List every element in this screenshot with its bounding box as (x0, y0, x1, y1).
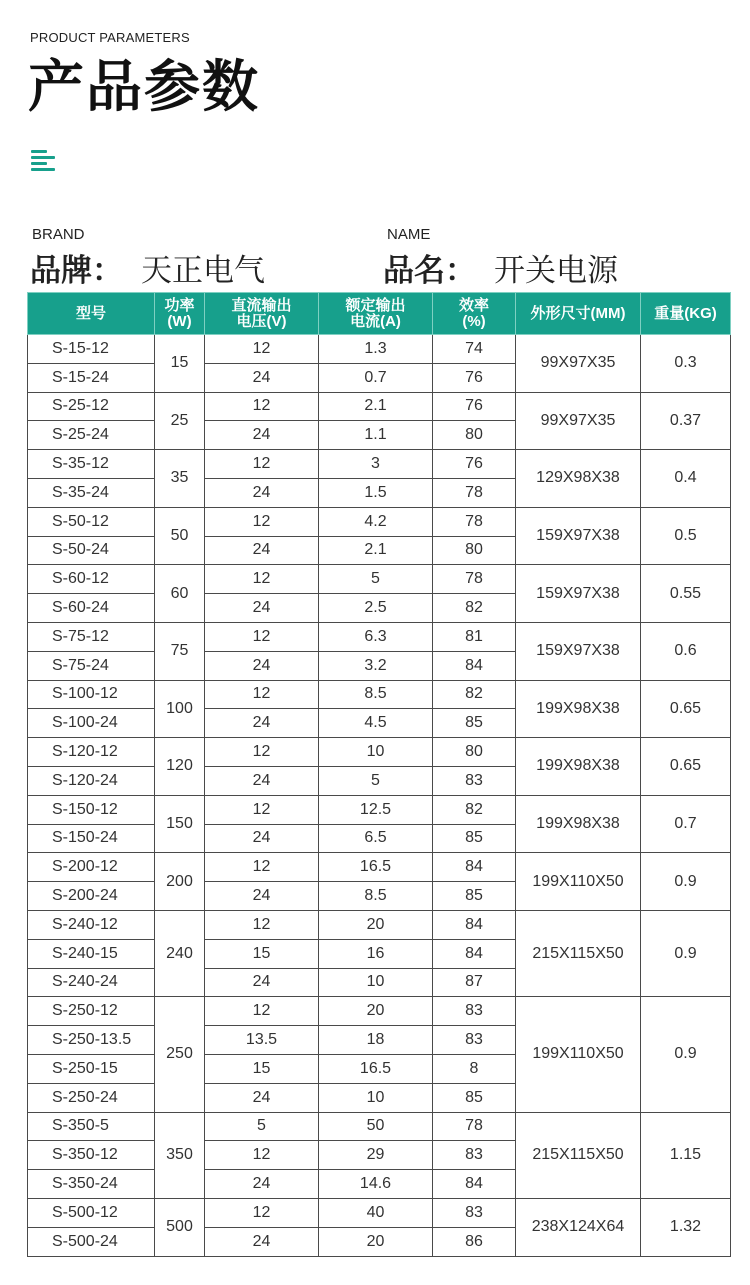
current-cell: 10 (319, 1083, 433, 1112)
header-power: 功率 (W) (155, 293, 205, 335)
voltage-cell: 12 (205, 565, 319, 594)
efficiency-cell: 84 (433, 651, 516, 680)
model-cell: S-350-24 (28, 1170, 155, 1199)
voltage-cell: 12 (205, 622, 319, 651)
power-cell: 350 (155, 1112, 205, 1198)
power-cell: 50 (155, 507, 205, 565)
efficiency-cell: 78 (433, 478, 516, 507)
efficiency-cell: 76 (433, 392, 516, 421)
efficiency-cell: 83 (433, 1026, 516, 1055)
weight-cell: 0.7 (641, 795, 731, 853)
brand-value: 天正电气 (141, 253, 265, 289)
efficiency-cell: 84 (433, 853, 516, 882)
weight-cell: 0.6 (641, 622, 731, 680)
voltage-cell: 15 (205, 939, 319, 968)
weight-cell: 0.4 (641, 450, 731, 508)
name-label: NAME (387, 226, 431, 243)
model-cell: S-25-12 (28, 392, 155, 421)
voltage-cell: 24 (205, 766, 319, 795)
voltage-cell: 12 (205, 335, 319, 364)
name-value-line (383, 245, 618, 290)
efficiency-cell: 84 (433, 1170, 516, 1199)
current-cell: 8.5 (319, 680, 433, 709)
size-cell: 99X97X35 (516, 392, 641, 450)
voltage-cell: 15 (205, 1054, 319, 1083)
voltage-cell: 13.5 (205, 1026, 319, 1055)
table-row (28, 565, 731, 594)
current-cell: 5 (319, 766, 433, 795)
table-row (28, 997, 731, 1026)
power-cell: 60 (155, 565, 205, 623)
table-row (28, 335, 731, 364)
efficiency-cell: 85 (433, 709, 516, 738)
size-cell: 199X110X50 (516, 853, 641, 911)
efficiency-cell: 76 (433, 363, 516, 392)
power-cell: 25 (155, 392, 205, 450)
voltage-cell: 24 (205, 1227, 319, 1256)
current-cell: 20 (319, 997, 433, 1026)
weight-cell: 0.5 (641, 507, 731, 565)
model-cell: S-240-15 (28, 939, 155, 968)
size-cell: 215X115X50 (516, 1112, 641, 1198)
efficiency-cell: 78 (433, 565, 516, 594)
current-cell: 1.1 (319, 421, 433, 450)
power-cell: 100 (155, 680, 205, 738)
current-cell: 8.5 (319, 882, 433, 911)
table-body (28, 335, 731, 1257)
efficiency-cell: 83 (433, 997, 516, 1026)
current-cell: 3 (319, 450, 433, 479)
model-cell: S-150-24 (28, 824, 155, 853)
table-row (28, 450, 731, 479)
section-subtitle: PRODUCT PARAMETERS (30, 30, 190, 45)
current-cell: 4.2 (319, 507, 433, 536)
current-cell: 6.5 (319, 824, 433, 853)
efficiency-cell: 85 (433, 882, 516, 911)
model-cell: S-50-24 (28, 536, 155, 565)
efficiency-cell: 83 (433, 1198, 516, 1227)
model-cell: S-240-24 (28, 968, 155, 997)
weight-cell: 0.55 (641, 565, 731, 623)
weight-cell: 0.37 (641, 392, 731, 450)
model-cell: S-250-24 (28, 1083, 155, 1112)
table-row (28, 853, 731, 882)
current-cell: 20 (319, 1227, 433, 1256)
voltage-cell: 24 (205, 882, 319, 911)
size-cell: 159X97X38 (516, 565, 641, 623)
table-row (28, 680, 731, 709)
size-cell: 99X97X35 (516, 335, 641, 393)
table-header-row (28, 293, 731, 335)
voltage-cell: 12 (205, 680, 319, 709)
power-cell: 250 (155, 997, 205, 1112)
efficiency-cell: 86 (433, 1227, 516, 1256)
voltage-cell: 12 (205, 738, 319, 767)
current-cell: 20 (319, 910, 433, 939)
model-cell: S-75-24 (28, 651, 155, 680)
brand-key: 品牌： (30, 253, 123, 289)
current-cell: 2.1 (319, 392, 433, 421)
table-row (28, 392, 731, 421)
efficiency-cell: 76 (433, 450, 516, 479)
current-cell: 40 (319, 1198, 433, 1227)
model-cell: S-150-12 (28, 795, 155, 824)
voltage-cell: 24 (205, 478, 319, 507)
weight-cell: 0.3 (641, 335, 731, 393)
table-row (28, 1198, 731, 1227)
model-cell: S-350-5 (28, 1112, 155, 1141)
current-cell: 2.5 (319, 594, 433, 623)
efficiency-cell: 82 (433, 680, 516, 709)
current-cell: 29 (319, 1141, 433, 1170)
model-cell: S-60-24 (28, 594, 155, 623)
efficiency-cell: 81 (433, 622, 516, 651)
weight-cell: 0.9 (641, 910, 731, 996)
efficiency-cell: 80 (433, 738, 516, 767)
current-cell: 50 (319, 1112, 433, 1141)
model-cell: S-200-24 (28, 882, 155, 911)
voltage-cell: 24 (205, 1170, 319, 1199)
power-cell: 200 (155, 853, 205, 911)
current-cell: 16.5 (319, 853, 433, 882)
voltage-cell: 12 (205, 1198, 319, 1227)
table-row (28, 795, 731, 824)
current-cell: 0.7 (319, 363, 433, 392)
model-cell: S-35-12 (28, 450, 155, 479)
product-parameters-table (27, 292, 731, 1257)
model-cell: S-120-24 (28, 766, 155, 795)
current-cell: 1.5 (319, 478, 433, 507)
size-cell: 238X124X64 (516, 1198, 641, 1256)
current-cell: 18 (319, 1026, 433, 1055)
voltage-cell: 24 (205, 968, 319, 997)
current-cell: 1.3 (319, 335, 433, 364)
size-cell: 215X115X50 (516, 910, 641, 996)
header-voltage: 直流输出 电压(V) (205, 293, 319, 335)
table-row (28, 507, 731, 536)
current-cell: 14.6 (319, 1170, 433, 1199)
voltage-cell: 24 (205, 421, 319, 450)
power-cell: 240 (155, 910, 205, 996)
power-cell: 35 (155, 450, 205, 508)
page-title: 产品参数 (28, 55, 260, 120)
voltage-cell: 24 (205, 651, 319, 680)
model-cell: S-500-12 (28, 1198, 155, 1227)
voltage-cell: 5 (205, 1112, 319, 1141)
model-cell: S-35-24 (28, 478, 155, 507)
menu-lines-icon (31, 150, 57, 172)
efficiency-cell: 82 (433, 594, 516, 623)
power-cell: 120 (155, 738, 205, 796)
model-cell: S-350-12 (28, 1141, 155, 1170)
model-cell: S-240-12 (28, 910, 155, 939)
brand-value-line (30, 245, 265, 290)
current-cell: 10 (319, 738, 433, 767)
model-cell: S-200-12 (28, 853, 155, 882)
size-cell: 159X97X38 (516, 622, 641, 680)
efficiency-cell: 78 (433, 1112, 516, 1141)
power-cell: 500 (155, 1198, 205, 1256)
weight-cell: 1.32 (641, 1198, 731, 1256)
voltage-cell: 12 (205, 392, 319, 421)
current-cell: 6.3 (319, 622, 433, 651)
header-model: 型号 (28, 293, 155, 335)
voltage-cell: 12 (205, 1141, 319, 1170)
voltage-cell: 12 (205, 853, 319, 882)
model-cell: S-100-12 (28, 680, 155, 709)
weight-cell: 1.15 (641, 1112, 731, 1198)
efficiency-cell: 82 (433, 795, 516, 824)
size-cell: 199X110X50 (516, 997, 641, 1112)
size-cell: 199X98X38 (516, 680, 641, 738)
efficiency-cell: 80 (433, 536, 516, 565)
voltage-cell: 24 (205, 536, 319, 565)
efficiency-cell: 8 (433, 1054, 516, 1083)
power-cell: 75 (155, 622, 205, 680)
efficiency-cell: 83 (433, 766, 516, 795)
current-cell: 2.1 (319, 536, 433, 565)
efficiency-cell: 85 (433, 1083, 516, 1112)
voltage-cell: 24 (205, 1083, 319, 1112)
current-cell: 5 (319, 565, 433, 594)
header-weight: 重量(KG) (641, 293, 731, 335)
name-value: 开关电源 (494, 253, 618, 289)
voltage-cell: 12 (205, 795, 319, 824)
current-cell: 16.5 (319, 1054, 433, 1083)
table-row (28, 622, 731, 651)
efficiency-cell: 80 (433, 421, 516, 450)
header-size: 外形尺寸(MM) (516, 293, 641, 335)
efficiency-cell: 84 (433, 910, 516, 939)
model-cell: S-75-12 (28, 622, 155, 651)
size-cell: 129X98X38 (516, 450, 641, 508)
power-cell: 150 (155, 795, 205, 853)
model-cell: S-15-24 (28, 363, 155, 392)
model-cell: S-50-12 (28, 507, 155, 536)
name-key: 品名： (383, 253, 476, 289)
weight-cell: 0.65 (641, 680, 731, 738)
model-cell: S-250-15 (28, 1054, 155, 1083)
model-cell: S-250-13.5 (28, 1026, 155, 1055)
model-cell: S-15-12 (28, 335, 155, 364)
voltage-cell: 12 (205, 507, 319, 536)
efficiency-cell: 85 (433, 824, 516, 853)
voltage-cell: 12 (205, 910, 319, 939)
model-cell: S-120-12 (28, 738, 155, 767)
table-row (28, 738, 731, 767)
size-cell: 199X98X38 (516, 795, 641, 853)
table-row (28, 1112, 731, 1141)
efficiency-cell: 83 (433, 1141, 516, 1170)
current-cell: 12.5 (319, 795, 433, 824)
weight-cell: 0.65 (641, 738, 731, 796)
voltage-cell: 24 (205, 709, 319, 738)
efficiency-cell: 74 (433, 335, 516, 364)
power-cell: 15 (155, 335, 205, 393)
voltage-cell: 24 (205, 594, 319, 623)
model-cell: S-500-24 (28, 1227, 155, 1256)
efficiency-cell: 87 (433, 968, 516, 997)
current-cell: 10 (319, 968, 433, 997)
weight-cell: 0.9 (641, 997, 731, 1112)
model-cell: S-60-12 (28, 565, 155, 594)
model-cell: S-100-24 (28, 709, 155, 738)
voltage-cell: 24 (205, 363, 319, 392)
weight-cell: 0.9 (641, 853, 731, 911)
table-row (28, 910, 731, 939)
voltage-cell: 12 (205, 450, 319, 479)
brand-label: BRAND (32, 226, 85, 243)
efficiency-cell: 78 (433, 507, 516, 536)
model-cell: S-250-12 (28, 997, 155, 1026)
current-cell: 4.5 (319, 709, 433, 738)
size-cell: 159X97X38 (516, 507, 641, 565)
header-efficiency: 效率 (%) (433, 293, 516, 335)
current-cell: 3.2 (319, 651, 433, 680)
voltage-cell: 24 (205, 824, 319, 853)
efficiency-cell: 84 (433, 939, 516, 968)
model-cell: S-25-24 (28, 421, 155, 450)
size-cell: 199X98X38 (516, 738, 641, 796)
voltage-cell: 12 (205, 997, 319, 1026)
header-current: 额定输出 电流(A) (319, 293, 433, 335)
current-cell: 16 (319, 939, 433, 968)
